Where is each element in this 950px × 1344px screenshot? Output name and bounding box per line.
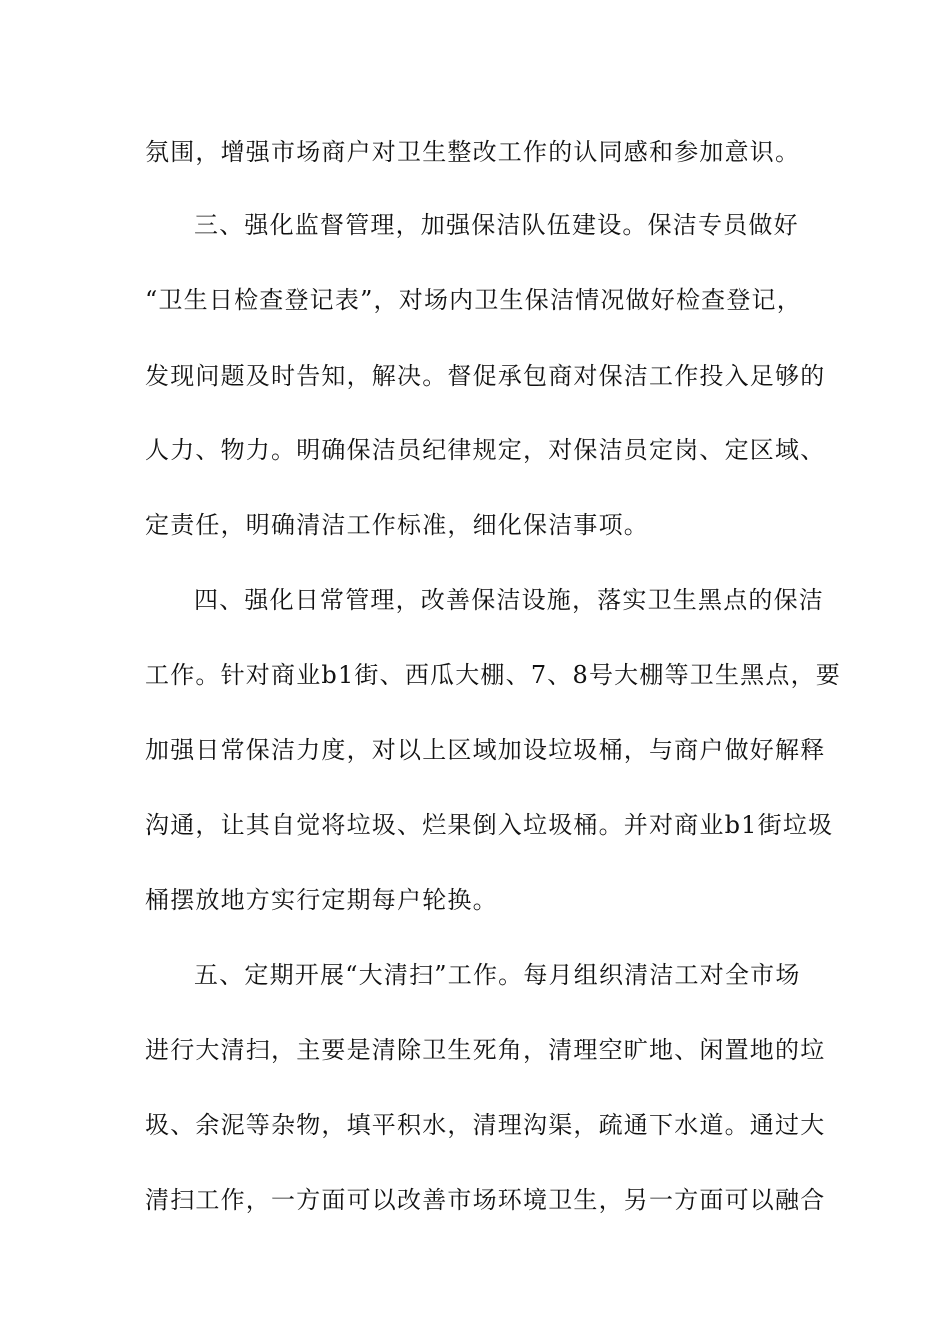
paragraph-3-line-5: 定责任，明确清洁工作标准，细化保洁事项。 [145,511,649,539]
paragraph-5-line-3: 圾、余泥等杂物，填平积水，清理沟渠，疏通下水道。通过大 [145,1111,826,1139]
paragraph-4-line-4: 沟通，让其自觉将垃圾、烂果倒入垃圾桶。并对商业b1街垃圾 [145,811,834,839]
paragraph-3-line-3: 发现问题及时告知，解决。督促承包商对保洁工作投入足够的 [145,362,826,390]
paragraph-3-line-2: “卫生日检查登记表”，对场内卫生保洁情况做好检查登记， [145,286,802,314]
paragraph-4-line-5: 桶摆放地方实行定期每户轮换。 [145,886,498,914]
paragraph-4-line-3: 加强日常保洁力度，对以上区域加设垃圾桶，与商户做好解释 [145,736,826,764]
paragraph-3-line-1: 三、强化监督管理，加强保洁队伍建设。保洁专员做好 [194,211,799,239]
paragraph-4-line-1: 四、强化日常管理，改善保洁设施，落实卫生黑点的保洁 [194,586,824,614]
paragraph-3-line-4: 人力、物力。明确保洁员纪律规定，对保洁员定岗、定区域、 [145,436,826,464]
paragraph-4-line-2: 工作。针对商业b1街、西瓜大棚、7、8号大棚等卫生黑点，要 [145,661,841,689]
paragraph-5-line-4: 清扫工作，一方面可以改善市场环境卫生，另一方面可以融合 [145,1186,826,1214]
text-line-1: 氛围，增强市场商户对卫生整改工作的认同感和参加意识。 [145,138,801,166]
paragraph-5-line-1: 五、定期开展“大清扫”工作。每月组织清洁工对全市场 [194,961,801,989]
paragraph-5-line-2: 进行大清扫，主要是清除卫生死角，清理空旷地、闲置地的垃 [145,1036,826,1064]
